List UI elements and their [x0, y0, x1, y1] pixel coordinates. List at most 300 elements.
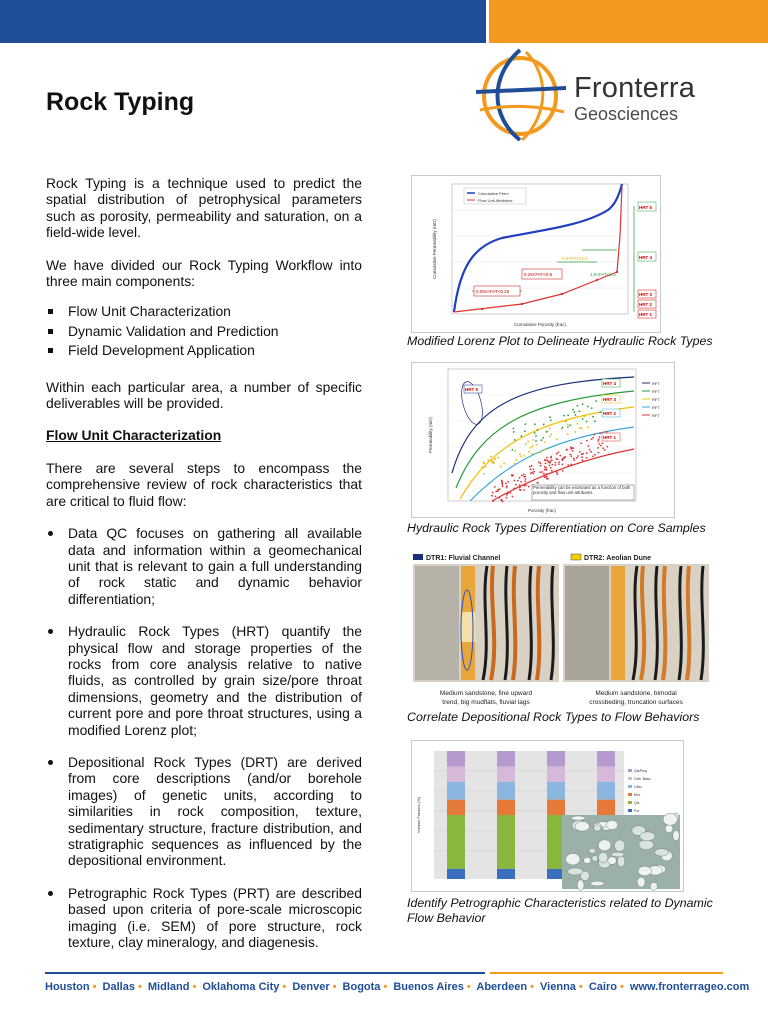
mineral-grain: [650, 883, 657, 891]
scatter-point: [512, 496, 514, 498]
footer-line-blue: [45, 972, 485, 974]
core-note: crossbeding, truncation surfaces: [589, 699, 683, 706]
scatter-point: [594, 454, 596, 456]
steps-list: [46, 525, 362, 950]
scatter-point: [550, 457, 552, 459]
scatter-point: [495, 496, 497, 498]
scatter-point: [499, 488, 501, 490]
hrt-label: HRT 3: [603, 397, 617, 402]
scatter-point: [524, 485, 526, 487]
scatter-point: [501, 484, 503, 486]
scatter-point: [564, 456, 566, 458]
mineral-grain: [606, 820, 618, 829]
scatter-point: [520, 435, 522, 437]
scatter-point: [581, 453, 583, 455]
scatter-point: [558, 463, 560, 465]
scatter-point: [505, 483, 507, 485]
scatter-point: [570, 448, 572, 450]
scatter-point: [579, 427, 581, 429]
hrt-label: HRT 1: [603, 435, 617, 440]
hrt-label: HRT 1: [639, 312, 653, 317]
lorenz-plot: [412, 176, 660, 332]
scatter-point: [563, 415, 565, 417]
mineral-grain: [663, 814, 677, 826]
scatter-point: [524, 430, 526, 432]
scatter-point: [541, 471, 543, 473]
scatter-point: [562, 470, 564, 472]
footer-city: Cairo: [588, 981, 617, 993]
mineral-grain: [611, 852, 624, 857]
scatter-point: [577, 405, 579, 407]
scatter-point: [587, 406, 589, 408]
mineral-grain: [639, 840, 654, 850]
scatter-point: [559, 455, 561, 457]
scatter-point: [551, 459, 553, 461]
scatter-point: [569, 424, 571, 426]
list-item: Dynamic Validation and Prediction: [46, 323, 362, 339]
legend-label: Cumulative Perm: [478, 191, 509, 196]
lorenz-plot-figure: [411, 175, 661, 333]
hrt-label: HRT 4: [603, 381, 617, 386]
scatter-point: [574, 431, 576, 433]
scatter-point: [525, 423, 527, 425]
mineral-grain: [608, 857, 617, 865]
stacked-bar-segment: [497, 869, 515, 879]
scatter-point: [487, 459, 489, 461]
scatter-point: [542, 437, 544, 439]
scatter-point: [599, 411, 601, 413]
scatter-point: [532, 453, 534, 455]
scatter-point: [497, 489, 499, 491]
footer-city: Vienna: [540, 981, 576, 993]
stacked-bar-segment: [547, 766, 565, 781]
scatter-point: [514, 480, 516, 482]
svg-text:Orth. Basc.: Orth. Basc.: [634, 777, 652, 781]
scatter-point: [523, 489, 525, 491]
figure-caption: Correlate Depositional Rock Types to Flow Behaviors: [407, 710, 700, 724]
scatter-point: [540, 465, 542, 467]
scatter-point: [532, 445, 534, 447]
scatter-point: [576, 457, 578, 459]
figure-caption: Modified Lorenz Plot to Delineate Hydraulic Rock Types: [407, 334, 713, 348]
core-title-left: DTR1: Fluvial Channel: [426, 555, 501, 562]
mineral-grain: [589, 848, 596, 853]
hrt-label: HRT 3: [639, 292, 653, 297]
scatter-point: [531, 472, 533, 474]
scatter-point: [550, 467, 552, 469]
scatter-point: [577, 423, 579, 425]
stacked-bar-segment: [597, 751, 615, 766]
scatter-point: [513, 428, 515, 430]
y-axis-label: Permeability (mD): [428, 416, 433, 454]
scatter-point: [544, 466, 546, 468]
scatter-point: [502, 482, 504, 484]
stacked-bar-segment: [597, 800, 615, 815]
scatter-point: [546, 431, 548, 433]
scatter-point: [498, 497, 500, 499]
hrt-label: HRT 4: [639, 255, 653, 260]
scatter-point: [567, 433, 569, 435]
scatter-point: [598, 452, 600, 454]
scatter-point: [573, 459, 575, 461]
scatter-point: [547, 478, 549, 480]
svg-text:RFT: RFT: [652, 389, 660, 394]
petrographic-chart: [412, 741, 683, 891]
scatter-point: [562, 427, 564, 429]
scatter-point: [533, 469, 535, 471]
scatter-point: [503, 463, 505, 465]
scatter-point: [538, 461, 540, 463]
hrt-label: HRT 2: [603, 411, 617, 416]
scatter-point: [506, 497, 508, 499]
scatter-point: [602, 443, 604, 445]
scatter-point: [570, 464, 572, 466]
scatter-point: [528, 486, 530, 488]
page-title: Rock Typing: [46, 88, 195, 116]
petrographic-figure: [411, 740, 684, 892]
list-item: Depositional Rock Types (DRT) are derived from core descriptions (and/or borehole images) of genetic units, according to similarities in rock composition, texture, sedimentary structure, fracture distribution, and stratigraphic sequences as influenced by the depositional environment.: [46, 754, 362, 869]
scatter-point: [551, 470, 553, 472]
scatter-point: [547, 460, 549, 462]
scatter-point: [540, 462, 542, 464]
stacked-bar-segment: [497, 815, 515, 869]
stacked-bar-segment: [597, 782, 615, 800]
mineral-grain: [655, 849, 669, 856]
scatter-point: [567, 426, 569, 428]
scatter-point: [565, 421, 567, 423]
scatter-point: [549, 428, 551, 430]
scatter-point: [544, 441, 546, 443]
components-list: [46, 303, 362, 358]
scatter-point: [592, 416, 594, 418]
scatter-point: [582, 403, 584, 405]
scatter-point: [513, 488, 515, 490]
scatter-point: [543, 473, 545, 475]
scatter-point: [579, 451, 581, 453]
x-axis-label: Cumulative Porosity (frac): [514, 322, 566, 327]
hrt-scatter-figure: [411, 362, 675, 518]
scatter-point: [519, 477, 521, 479]
scatter-point: [549, 465, 551, 467]
logo-name: Fronterra: [574, 72, 696, 104]
globe-icon: [470, 46, 570, 142]
scatter-point: [490, 456, 492, 458]
mineral-grain: [584, 857, 591, 863]
scatter-point: [514, 439, 516, 441]
stacked-bar-segment: [547, 800, 565, 815]
scatter-point: [556, 438, 558, 440]
scatter-point: [481, 467, 483, 469]
scatter-point: [507, 481, 509, 483]
scatter-point: [549, 436, 551, 438]
scatter-point: [582, 459, 584, 461]
scatter-point: [586, 421, 588, 423]
scatter-point: [513, 431, 515, 433]
scatter-point: [557, 473, 559, 475]
mineral-grain: [592, 856, 598, 862]
scatter-point: [483, 473, 485, 475]
scatter-point: [545, 463, 547, 465]
scatter-point: [537, 429, 539, 431]
scatter-point: [591, 438, 593, 440]
scatter-point: [494, 486, 496, 488]
logo-subtitle: Geosciences: [574, 104, 679, 124]
scatter-point: [586, 457, 588, 459]
scatter-point: [556, 458, 558, 460]
svg-text:Litho: Litho: [634, 785, 642, 789]
mineral-grain: [594, 825, 601, 831]
stacked-bar-segment: [497, 800, 515, 815]
scatter-point: [573, 411, 575, 413]
scatter-point: [579, 411, 581, 413]
section-heading: Flow Unit Characterization: [46, 427, 222, 444]
scatter-point: [592, 437, 594, 439]
scatter-point: [533, 471, 535, 473]
figure-caption: Identify Petrographic Characteristics related to Dynamic Flow Behavior: [407, 896, 713, 925]
footer-city: Dallas: [102, 981, 135, 993]
scatter-point: [524, 480, 526, 482]
scatter-point: [502, 501, 504, 503]
scatter-point: [590, 451, 592, 453]
scatter-point: [492, 500, 494, 502]
scatter-point: [546, 457, 548, 459]
core-note: Medium sandstone, fine upward: [439, 690, 533, 697]
scatter-point: [554, 464, 556, 466]
scatter-point: [572, 450, 574, 452]
scatter-point: [546, 469, 548, 471]
scatter-point: [506, 485, 508, 487]
scatter-point: [536, 444, 538, 446]
footer-city: Oklahoma City: [202, 981, 280, 993]
scatter-point: [530, 447, 532, 449]
annotation-label: 0.5<FAT<1.0: [562, 256, 588, 261]
scatter-point: [593, 434, 595, 436]
stacked-bar-segment: [447, 751, 465, 766]
scatter-point: [500, 466, 502, 468]
scatter-point: [567, 414, 569, 416]
mineral-grain: [673, 830, 680, 840]
scatter-point: [484, 466, 486, 468]
annotation-label: 0.25<FAT<0.5: [524, 272, 553, 277]
workflow-intro: We have divided our Rock Typing Workflow into three main components:: [46, 256, 362, 290]
core-photos: [411, 552, 711, 710]
mineral-grain: [638, 866, 651, 876]
scatter-point: [525, 478, 527, 480]
list-item: Field Development Application: [46, 342, 362, 358]
svg-text:RFT: RFT: [652, 413, 660, 418]
scatter-point: [534, 423, 536, 425]
scatter-point: [589, 449, 591, 451]
scatter-point: [528, 451, 530, 453]
scatter-point: [530, 468, 532, 470]
scatter-point: [595, 400, 597, 402]
core-title-right: DTR2: Aeolian Dune: [584, 555, 652, 562]
footer-city: Midland: [147, 981, 190, 993]
mineral-grain: [637, 877, 645, 887]
scatter-point: [524, 475, 526, 477]
scatter-point: [586, 440, 588, 442]
scatter-point: [516, 459, 518, 461]
svg-text:Volume Fraction (%): Volume Fraction (%): [416, 796, 421, 834]
scatter-point: [606, 431, 608, 433]
scatter-point: [556, 470, 558, 472]
scatter-point: [581, 427, 583, 429]
main-text-column: [46, 175, 362, 966]
x-axis-label: Porosity (frac): [527, 508, 557, 513]
scatter-point: [519, 484, 521, 486]
scatter-point: [520, 481, 522, 483]
scatter-point: [510, 492, 512, 494]
company-logo: [470, 46, 730, 142]
hrt-label: HRT 2: [639, 302, 653, 307]
scatter-point: [535, 440, 537, 442]
scatter-point: [500, 499, 502, 501]
hrt-label: HRT 5: [639, 205, 653, 210]
svg-text:RFT: RFT: [652, 397, 660, 402]
mineral-grain: [614, 840, 625, 852]
scatter-point: [507, 492, 509, 494]
list-item: Data QC focuses on gathering all available data and information within a geomechanical unit that is relevant to gain a full understanding of rock static and dynamic behavior differentiation;: [46, 525, 362, 607]
mineral-grain: [577, 880, 584, 891]
scatter-point: [600, 445, 602, 447]
core-note: trend, big mudflats, fluvial lags: [442, 699, 530, 706]
annotation-label: 1.0<FAT<1.5: [590, 272, 616, 277]
scatter-point: [586, 452, 588, 454]
scatter-point: [573, 458, 575, 460]
stacked-bar-segment: [447, 869, 465, 879]
scatter-point: [535, 435, 537, 437]
scatter-point: [551, 434, 553, 436]
scatter-point: [597, 440, 599, 442]
scatter-point: [584, 416, 586, 418]
list-item: Flow Unit Characterization: [46, 303, 362, 319]
scatter-point: [534, 432, 536, 434]
scatter-point: [562, 464, 564, 466]
scatter-point: [527, 441, 529, 443]
svg-text:RFT: RFT: [652, 381, 660, 386]
stacked-bar-segment: [547, 751, 565, 766]
stacked-bar-segment: [447, 800, 465, 815]
scatter-point: [556, 472, 558, 474]
footer-city: Bogota: [342, 981, 381, 993]
scatter-point: [541, 439, 543, 441]
scatter-point: [539, 471, 541, 473]
header-bar-blue: [0, 0, 486, 43]
footer-city: Denver: [292, 981, 330, 993]
scatter-point: [545, 473, 547, 475]
scatter-point: [572, 409, 574, 411]
scatter-point: [549, 416, 551, 418]
scatter-point: [531, 465, 533, 467]
intro-paragraph: Rock Typing is a technique used to predict the spatial distribution of petrophysical parameters such as porosity, permeability and saturation, on a field-wide level.: [46, 175, 362, 241]
mineral-grain: [571, 816, 585, 820]
scatter-point: [514, 450, 516, 452]
scatter-point: [532, 439, 534, 441]
scatter-point: [512, 449, 514, 451]
footer-line-orange: [490, 972, 723, 974]
svg-text:Mnr: Mnr: [634, 793, 641, 797]
scatter-point: [523, 474, 525, 476]
scatter-point: [599, 436, 601, 438]
scatter-point: [580, 442, 582, 444]
section-intro: There are several steps to encompass the comprehensive review of rock characteristics that are critical to fluid flow:: [46, 459, 362, 509]
scatter-point: [602, 447, 604, 449]
mineral-grain: [640, 832, 655, 841]
svg-text:Por: Por: [634, 809, 640, 813]
scatter-point: [594, 420, 596, 422]
scatter-point: [529, 466, 531, 468]
stacked-bar-segment: [497, 751, 515, 766]
scatter-point: [555, 462, 557, 464]
svg-text:RFT: RFT: [652, 405, 660, 410]
scatter-point: [519, 489, 521, 491]
footer-website[interactable]: www.fronterrageo.com: [629, 981, 750, 993]
scatter-point: [549, 462, 551, 464]
stacked-bar-segment: [497, 782, 515, 800]
scatter-point: [517, 480, 519, 482]
scatter-point: [515, 484, 517, 486]
scatter-point: [483, 461, 485, 463]
scatter-point: [606, 446, 608, 448]
footer-city: Aberdeen: [476, 981, 528, 993]
scatter-point: [569, 454, 571, 456]
stacked-bar-segment: [547, 782, 565, 800]
scatter-point: [562, 459, 564, 461]
scatter-point: [519, 453, 521, 455]
scatter-point: [575, 414, 577, 416]
scatter-point: [570, 446, 572, 448]
mineral-grain: [575, 822, 589, 831]
svg-text:Qtz: Qtz: [634, 801, 640, 805]
hrt-scatter-plot: [412, 363, 674, 517]
mineral-grain: [665, 825, 673, 833]
scatter-point: [544, 469, 546, 471]
figure-caption: Hydraulic Rock Types Differentiation on Core Samples: [407, 521, 706, 535]
footer-city: Buenos Aires: [393, 981, 464, 993]
scatter-point: [567, 424, 569, 426]
scatter-point: [525, 484, 527, 486]
scatter-point: [597, 447, 599, 449]
mineral-grain: [568, 868, 583, 875]
scatter-point: [544, 449, 546, 451]
scatter-point: [520, 455, 522, 457]
scatter-point: [506, 494, 508, 496]
scatter-point: [577, 455, 579, 457]
scatter-point: [551, 464, 553, 466]
hrt-label: HRT 5: [465, 387, 479, 392]
scatter-point: [581, 456, 583, 458]
core-note: Medium sandstone, bimodal: [595, 690, 677, 697]
list-item: Petrographic Rock Types (PRT) are described based upon criteria of pore-scale microscopic imaging (i.e. SEM) of pore structure, rock texture, clay mineralogy, and diagenesis.: [46, 885, 362, 951]
scatter-point: [587, 445, 589, 447]
scatter-point: [543, 424, 545, 426]
list-item: Hydraulic Rock Types (HRT) quantify the physical flow and storage properties of the rocks from core analysis relative to native fluids, as controlled by grain size/pore throat dimensions, geometry and the distribution of current pore and pore throat structures, using a modified Lorenz plot;: [46, 623, 362, 738]
mineral-grain: [566, 853, 580, 865]
scatter-point: [502, 486, 504, 488]
scatter-point: [558, 451, 560, 453]
footer-city: Houston: [45, 981, 90, 993]
svg-text:Qtz/Ruq: Qtz/Ruq: [634, 769, 647, 773]
scatter-point: [495, 491, 497, 493]
figure-note: Permeability can be estimated as a function of both porosity and flow unit attributes.: [533, 485, 631, 495]
scatter-point: [598, 443, 600, 445]
scatter-point: [523, 455, 525, 457]
scatter-point: [511, 474, 513, 476]
core-photos-figure: [411, 552, 711, 710]
annotation-label: 0.001<FAT<0.25: [476, 289, 510, 294]
stacked-bar-segment: [597, 766, 615, 781]
mineral-grain: [617, 856, 624, 867]
